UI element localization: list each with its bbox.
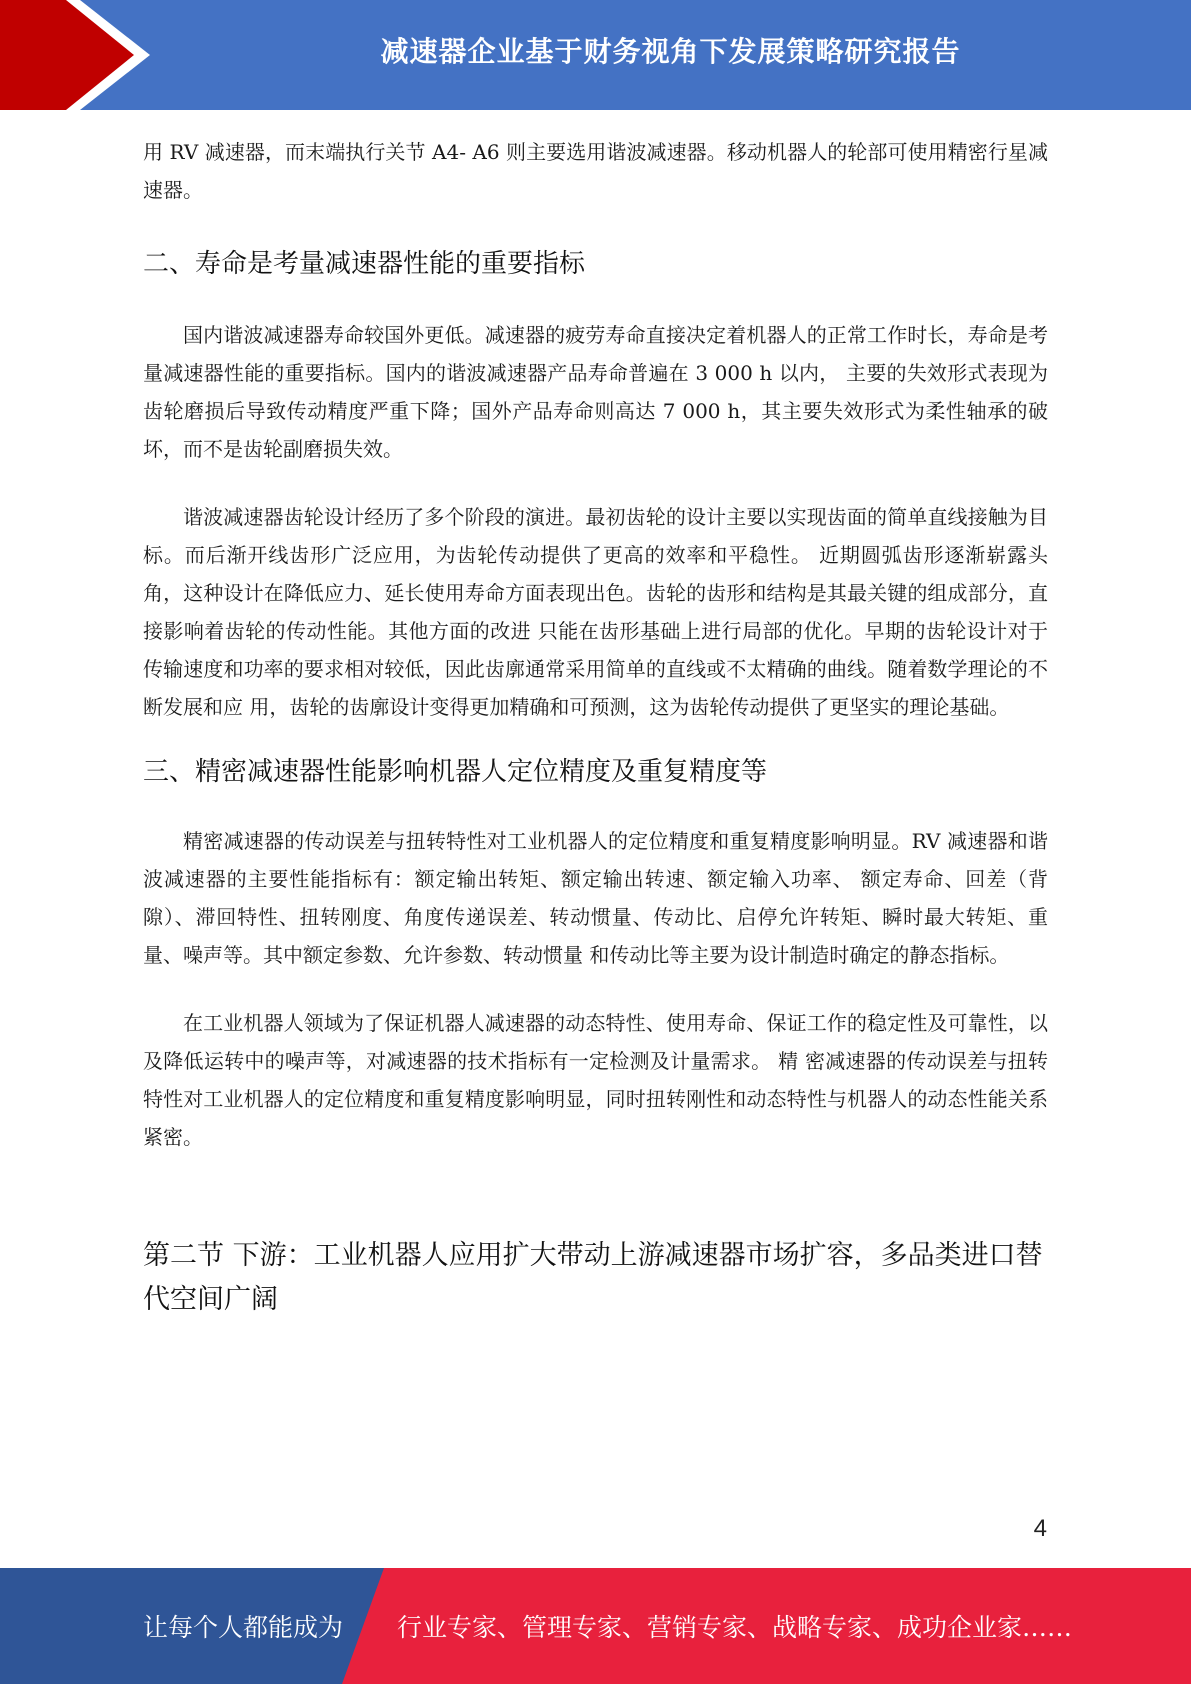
page-content xyxy=(143,133,1048,1322)
footer-slogan-right: 行业专家、管理专家、营销专家、战略专家、成功企业家…… xyxy=(397,1613,1073,1642)
section-heading-lifespan: 二、寿命是考量减速器性能的重要指标 xyxy=(143,249,586,279)
footer-slogan-left: 让每个人都能成为 xyxy=(143,1613,344,1642)
paragraph-gear-design: 谐波减速器齿轮设计经历了多个阶段的演进。最初齿轮的设计主要以实现齿面的简单直线接触为目标。而后渐开线齿形广泛应用，为齿轮传动提供了更高的效率和平稳性。 近期圆弧齿形逐渐崭露头角，这种设计在降低应力、延长使用寿命方面表现出色。齿轮的齿形和结构是其最关键的组成部分，直接影响着齿轮的传动性能。其他方面的改进 只能在齿形基础上进行局部的优化。早期的齿轮设计对于传输速度和功率的要求相对较低，因此齿廓通常采用简单的直线或不太精确的曲线。随着数学理论的不断发展和应 用，齿轮的齿廓设计变得更加精确和可预测，这为齿轮传动提供了更坚实的理论基础。 xyxy=(143,505,1048,719)
intro-paragraph: 用 RV 减速器，而末端执行关节 A4- A6 则主要选用谐波减速器。移动机器人的轮部可使用精密行星减速器。 xyxy=(143,140,1048,202)
page-number: 4 xyxy=(1033,1515,1047,1542)
page-header xyxy=(0,0,1191,110)
paragraph-precision: 精密减速器的传动误差与扭转特性对工业机器人的定位精度和重复精度影响明显。RV 减速器和谐波减速器的主要性能指标有：额定输出转矩、额定输出转速、额定输入功率、 额定寿命、回差（背隙）、滞回特性、扭转刚度、角度传递误差、转动惯量、传动比、启停允许转矩、瞬时最大转矩、重量、噪声等。其中额定参数、允许参数、转动惯量 和传动比等主要为设计制造时确定的静态指标。 xyxy=(143,829,1048,967)
paragraph-industrial: 在工业机器人领域为了保证机器人减速器的动态特性、使用寿命、保证工作的稳定性及可靠性，以及降低运转中的噪声等，对减速器的技术指标有一定检测及计量需求。 精 密减速器的传动误差与扭转特性对工业机器人的定位精度和重复精度影响明显，同时扭转刚性和动态特性与机器人的动态性能关系紧密。 xyxy=(143,1011,1048,1149)
page-footer xyxy=(0,1568,1191,1684)
report-title: 减速器企业基于财务视角下发展策略研究报告 xyxy=(380,35,961,68)
paragraph-lifespan: 国内谐波减速器寿命较国外更低。减速器的疲劳寿命直接决定着机器人的正常工作时长，寿命是考量减速器性能的重要指标。国内的谐波减速器产品寿命普遍在 3 000 h 以内， 主要的失效形式表现为齿轮磨损后导致传动精度严重下降；国外产品寿命则高达 7 000 h，其主要失效形式为柔性轴承的破坏，而不是齿轮副磨损失效。 xyxy=(143,323,1048,461)
chapter-heading-downstream: 第二节 下游：工业机器人应用扩大带动上游减速器市场扩容，多品类进口替代空间广阔 xyxy=(143,1240,1043,1315)
header-arrow-decoration xyxy=(0,0,160,110)
section-heading-precision: 三、精密减速器性能影响机器人定位精度及重复精度等 xyxy=(143,757,768,787)
